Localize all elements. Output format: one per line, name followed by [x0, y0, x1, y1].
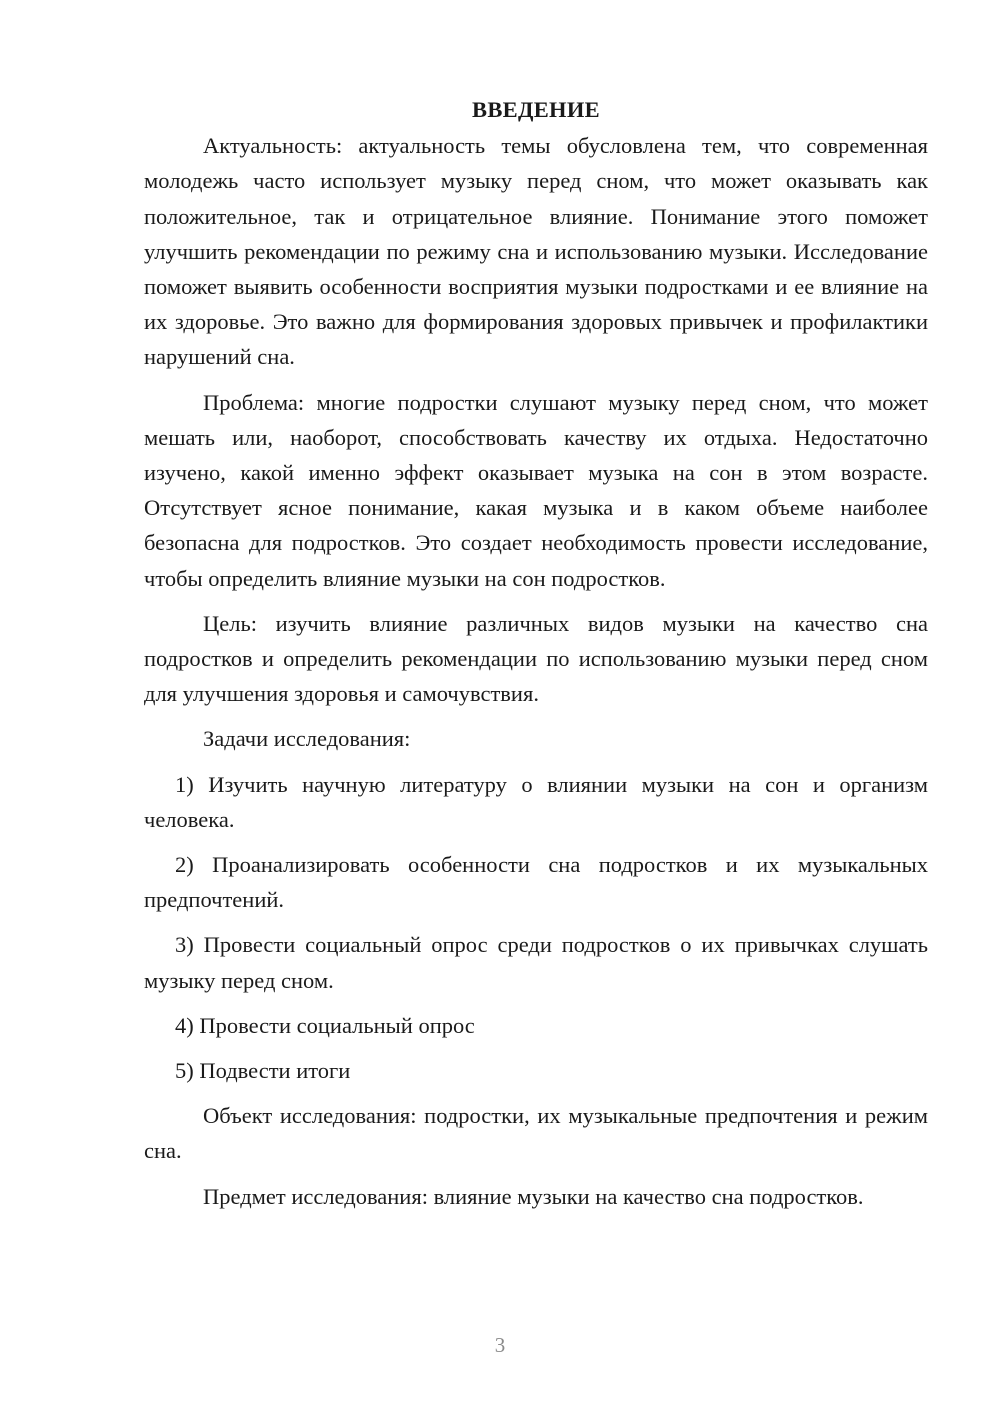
goal-paragraph: Цель: изучить влияние различных видов музыки на качество сна подростков и определить рекомендации по использованию музыки перед сном для улучшения здоровья и самочувствия.	[144, 610, 928, 707]
page-number: 3	[494, 1333, 506, 1357]
object-paragraph: Объект исследования: подростки, их музыкальные предпочтения и режим сна.	[144, 1103, 928, 1164]
tasks-heading: Задачи исследования:	[203, 726, 411, 752]
task-item-2: 2) Проанализировать особенности сна подростков и их музыкальных предпочтений.	[144, 852, 928, 913]
document-page	[144, 92, 928, 1224]
task-item-1: 1) Изучить научную литературу о влиянии музыки на сон и организм человека.	[144, 771, 928, 832]
task-item-3: 3) Провести социальный опрос среди подростков о их привычках слушать музыку перед сном.	[144, 932, 928, 993]
section-title: ВВЕДЕНИЕ	[472, 97, 600, 122]
relevance-paragraph: Актуальность: актуальность темы обусловлена тем, что современная молодежь часто использует музыку перед сном, что может оказывать как положительное, так и отрицательное влияние. Понимание этого поможет улучшить рекомендации по режиму сна и использованию музыки. Исследование поможет выявить особенности восприятия музыки подростками и ее влияние на их здоровье. Это важно для формирования здоровых привычек и профилактики нарушений сна.	[144, 133, 928, 370]
subject-paragraph: Предмет исследования: влияние музыки на качество сна подростков.	[203, 1183, 864, 1209]
problem-paragraph: Проблема: многие подростки слушают музыку перед сном, что может мешать или, наоборот, способствовать качеству их отдыха. Недостаточно изучено, какой именно эффект оказывает музыка на сон в этом возрасте. Отсутствует ясное понимание, какая музыка и в каком объеме наиболее безопасна для подростков. Это создает необходимость провести исследование, чтобы определить влияние музыки на сон подростков.	[144, 389, 928, 591]
task-item-4: 4) Провести социальный опрос	[175, 1012, 475, 1038]
task-item-5: 5) Подвести итоги	[175, 1058, 351, 1084]
